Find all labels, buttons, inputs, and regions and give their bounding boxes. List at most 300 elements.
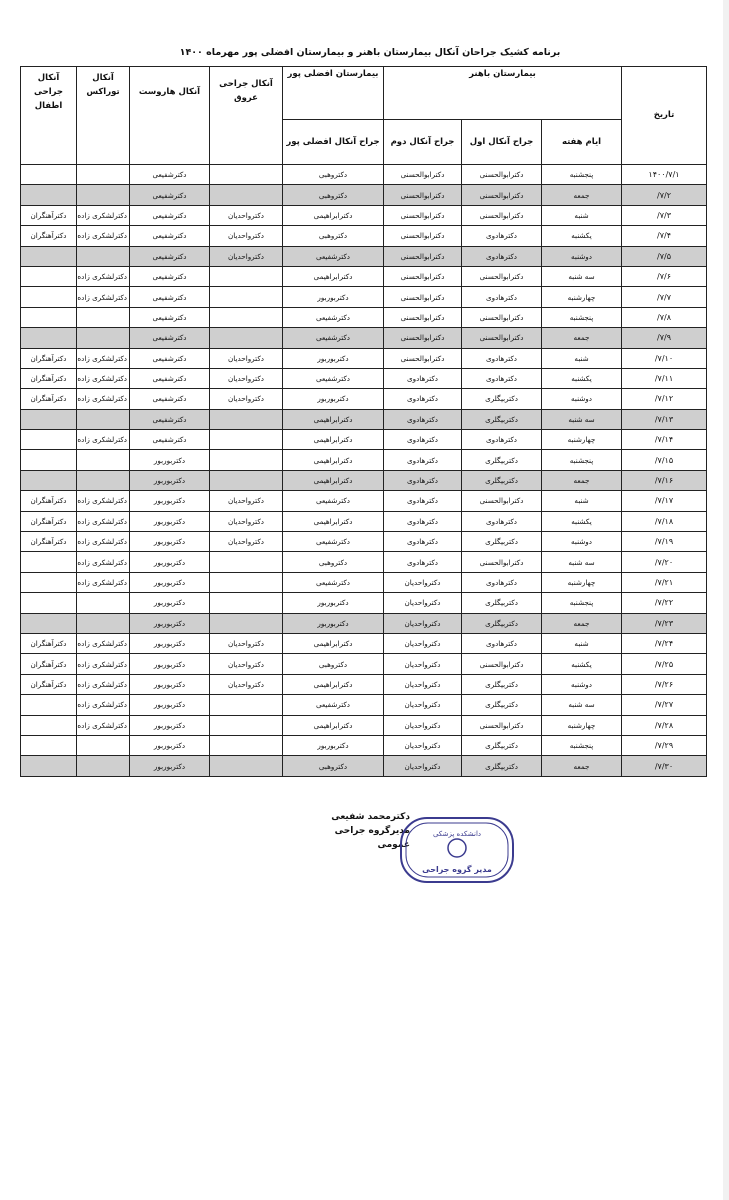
cell-second: دکترابوالحسنی	[384, 307, 462, 327]
cell-pediatric: دکترآهنگران	[21, 511, 77, 531]
cell-first: دکترابوالحسنی	[462, 307, 542, 327]
cell-afzali: دکتربوربور	[283, 613, 384, 633]
cell-afzali: دکترابراهیمی	[283, 430, 384, 450]
cell-pediatric	[21, 593, 77, 613]
cell-vascular	[210, 715, 283, 735]
table-row	[21, 287, 707, 307]
table-row	[21, 695, 707, 715]
cell-harvest: دکتربوربور	[130, 674, 210, 694]
cell-day: چهارشنبه	[542, 287, 622, 307]
cell-vascular	[210, 470, 283, 490]
cell-harvest: دکترشفیعی	[130, 409, 210, 429]
cell-day: جمعه	[542, 756, 622, 776]
cell-afzali: دکترابراهیمی	[283, 470, 384, 490]
cell-second: دکترابوالحسنی	[384, 266, 462, 286]
cell-day: یکشنبه	[542, 654, 622, 674]
cell-vascular: دکترواحدیان	[210, 205, 283, 225]
cell-pediatric	[21, 715, 77, 735]
cell-date: /۷/۲	[622, 185, 707, 205]
cell-harvest: دکتربوربور	[130, 470, 210, 490]
cell-first: دکتربیگلری	[462, 470, 542, 490]
cell-day: شنبه	[542, 633, 622, 653]
cell-thorax: دکترلشکری زاده	[77, 491, 130, 511]
cell-day: شنبه	[542, 205, 622, 225]
cell-thorax: دکترلشکری زاده	[77, 511, 130, 531]
cell-pediatric: دکترآهنگران	[21, 368, 77, 388]
cell-date: /۷/۲۴	[622, 633, 707, 653]
cell-thorax: دکترلشکری زاده	[77, 674, 130, 694]
cell-harvest: دکترشفیعی	[130, 368, 210, 388]
cell-first: دکترابوالحسنی	[462, 715, 542, 735]
cell-thorax	[77, 246, 130, 266]
cell-day: دوشنبه	[542, 389, 622, 409]
cell-thorax: دکترلشکری زاده	[77, 368, 130, 388]
cell-day: جمعه	[542, 185, 622, 205]
cell-pediatric	[21, 735, 77, 755]
cell-afzali: دکترابراهیمی	[283, 715, 384, 735]
cell-day: سه شنبه	[542, 552, 622, 572]
header-date: تاریخ	[622, 67, 707, 165]
header-second-oncall: جراح آنکال دوم	[384, 120, 462, 165]
cell-vascular	[210, 287, 283, 307]
cell-harvest: دکتربوربور	[130, 552, 210, 572]
cell-afzali: دکترشفیعی	[283, 307, 384, 327]
cell-harvest: دکترشفیعی	[130, 266, 210, 286]
cell-vascular	[210, 409, 283, 429]
cell-harvest: دکتربوربور	[130, 491, 210, 511]
cell-date: /۷/۱۹	[622, 532, 707, 552]
cell-first: دکتربیگلری	[462, 593, 542, 613]
cell-day: دوشنبه	[542, 674, 622, 694]
cell-vascular	[210, 328, 283, 348]
cell-pediatric	[21, 572, 77, 592]
cell-afzali: دکتروهبی	[283, 165, 384, 185]
cell-afzali: دکترابراهیمی	[283, 450, 384, 470]
cell-vascular	[210, 266, 283, 286]
cell-pediatric: دکترآهنگران	[21, 532, 77, 552]
cell-thorax: دکترلشکری زاده	[77, 226, 130, 246]
cell-harvest: دکتربوربور	[130, 633, 210, 653]
cell-pediatric	[21, 470, 77, 490]
cell-day: پنجشنبه	[542, 593, 622, 613]
table-row	[21, 226, 707, 246]
table-row	[21, 450, 707, 470]
table-row	[21, 511, 707, 531]
cell-date: /۷/۲۸	[622, 715, 707, 735]
stamp-emblem-icon	[448, 839, 466, 857]
cell-afzali: دکترابراهیمی	[283, 205, 384, 225]
cell-second: دکترواحدیان	[384, 674, 462, 694]
header-thorax-label: آنکال توراکس	[86, 73, 120, 97]
header-vascular-label: آنکال جراحی عروق	[219, 79, 273, 103]
cell-date: /۷/۱۵	[622, 450, 707, 470]
cell-afzali: دکترشفیعی	[283, 695, 384, 715]
cell-date: /۷/۳۰	[622, 756, 707, 776]
table-row	[21, 348, 707, 368]
cell-pediatric	[21, 552, 77, 572]
cell-afzali: دکتربوربور	[283, 287, 384, 307]
cell-pediatric	[21, 695, 77, 715]
cell-pediatric	[21, 756, 77, 776]
header-pediatric-label: آنکال جراحی اطفال	[33, 73, 64, 111]
cell-vascular: دکترواحدیان	[210, 246, 283, 266]
table-row	[21, 266, 707, 286]
cell-afzali: دکترشفیعی	[283, 246, 384, 266]
signature-role: مدیرگروه جراحی عمومی	[334, 826, 410, 850]
page-edge	[723, 0, 729, 1200]
cell-first: دکترهادوی	[462, 287, 542, 307]
cell-thorax: دکترلشکری زاده	[77, 552, 130, 572]
cell-day: یکشنبه	[542, 368, 622, 388]
cell-date: /۷/۴	[622, 226, 707, 246]
signature-block	[300, 810, 410, 852]
cell-first: دکتربیگلری	[462, 389, 542, 409]
stamp-top-text: دانشکده پزشکی	[432, 830, 482, 838]
cell-afzali: دکترابراهیمی	[283, 674, 384, 694]
cell-vascular	[210, 593, 283, 613]
cell-second: دکترابوالحسنی	[384, 328, 462, 348]
table-row	[21, 205, 707, 225]
cell-vascular: دکترواحدیان	[210, 389, 283, 409]
cell-day: جمعه	[542, 613, 622, 633]
cell-vascular: دکترواحدیان	[210, 491, 283, 511]
cell-vascular: دکترواحدیان	[210, 532, 283, 552]
cell-vascular	[210, 450, 283, 470]
cell-afzali: دکتربوربور	[283, 348, 384, 368]
cell-day: یکشنبه	[542, 226, 622, 246]
table-row	[21, 756, 707, 776]
cell-thorax	[77, 756, 130, 776]
cell-date: /۷/۲۳	[622, 613, 707, 633]
cell-first: دکتربیگلری	[462, 532, 542, 552]
cell-second: دکترابوالحسنی	[384, 287, 462, 307]
cell-vascular	[210, 307, 283, 327]
cell-vascular	[210, 756, 283, 776]
cell-first: دکترهادوی	[462, 226, 542, 246]
cell-thorax: دکترلشکری زاده	[77, 532, 130, 552]
cell-pediatric	[21, 307, 77, 327]
cell-pediatric: دکترآهنگران	[21, 226, 77, 246]
cell-vascular: دکترواحدیان	[210, 226, 283, 246]
stamp-bottom-text: مدیر گروه جراحی	[422, 865, 492, 874]
cell-thorax	[77, 185, 130, 205]
table-row	[21, 307, 707, 327]
cell-first: دکترابوالحسنی	[462, 328, 542, 348]
cell-day: پنجشنبه	[542, 450, 622, 470]
cell-first: دکتربیگلری	[462, 674, 542, 694]
cell-thorax	[77, 328, 130, 348]
cell-pediatric	[21, 450, 77, 470]
cell-first: دکترهادوی	[462, 511, 542, 531]
cell-day: پنجشنبه	[542, 165, 622, 185]
cell-date: /۷/۱۷	[622, 491, 707, 511]
cell-thorax: دکترلشکری زاده	[77, 572, 130, 592]
table-row	[21, 165, 707, 185]
cell-pediatric: دکترآهنگران	[21, 491, 77, 511]
cell-day: چهارشنبه	[542, 715, 622, 735]
table-row	[21, 470, 707, 490]
cell-thorax: دکترلشکری زاده	[77, 695, 130, 715]
table-row	[21, 389, 707, 409]
cell-thorax: دکترلشکری زاده	[77, 266, 130, 286]
cell-day: پنجشنبه	[542, 735, 622, 755]
cell-date: /۷/۱۱	[622, 368, 707, 388]
cell-second: دکترهادوی	[384, 552, 462, 572]
table-row	[21, 328, 707, 348]
cell-date: /۷/۳	[622, 205, 707, 225]
cell-thorax	[77, 613, 130, 633]
cell-second: دکترهادوی	[384, 511, 462, 531]
cell-first: دکترهادوی	[462, 633, 542, 653]
cell-day: سه شنبه	[542, 695, 622, 715]
cell-thorax: دکترلشکری زاده	[77, 348, 130, 368]
cell-second: دکترابوالحسنی	[384, 246, 462, 266]
cell-second: دکترواحدیان	[384, 715, 462, 735]
cell-first: دکترابوالحسنی	[462, 205, 542, 225]
cell-vascular	[210, 552, 283, 572]
signature-name: دکترمحمد شفیعی	[331, 812, 410, 822]
cell-afzali: دکترشفیعی	[283, 368, 384, 388]
cell-thorax: دکترلشکری زاده	[77, 715, 130, 735]
cell-vascular	[210, 430, 283, 450]
table-row	[21, 246, 707, 266]
cell-harvest: دکترشفیعی	[130, 165, 210, 185]
cell-harvest: دکتربوربور	[130, 735, 210, 755]
cell-date: /۷/۲۲	[622, 593, 707, 613]
cell-thorax: دکترلشکری زاده	[77, 389, 130, 409]
cell-afzali: دکترابراهیمی	[283, 511, 384, 531]
cell-pediatric	[21, 266, 77, 286]
cell-harvest: دکتربوربور	[130, 572, 210, 592]
cell-pediatric	[21, 409, 77, 429]
cell-second: دکترواحدیان	[384, 613, 462, 633]
table-row	[21, 613, 707, 633]
table-row	[21, 430, 707, 450]
cell-first: دکتربیگلری	[462, 450, 542, 470]
cell-afzali: دکترابراهیمی	[283, 409, 384, 429]
cell-pediatric: دکترآهنگران	[21, 205, 77, 225]
cell-thorax	[77, 735, 130, 755]
cell-pediatric: دکترآهنگران	[21, 633, 77, 653]
cell-first: دکتربیگلری	[462, 756, 542, 776]
table-row	[21, 735, 707, 755]
cell-vascular	[210, 695, 283, 715]
cell-vascular: دکترواحدیان	[210, 654, 283, 674]
cell-harvest: دکترشفیعی	[130, 348, 210, 368]
cell-vascular	[210, 613, 283, 633]
cell-pediatric	[21, 613, 77, 633]
table-row	[21, 409, 707, 429]
cell-harvest: دکترشفیعی	[130, 328, 210, 348]
cell-harvest: دکتربوربور	[130, 613, 210, 633]
cell-first: دکترهادوی	[462, 368, 542, 388]
cell-date: /۷/۶	[622, 266, 707, 286]
cell-harvest: دکترشفیعی	[130, 246, 210, 266]
cell-second: دکترواحدیان	[384, 735, 462, 755]
cell-second: دکترهادوی	[384, 491, 462, 511]
page-title: برنامه کشیک جراحان آنکال بیمارستان باهنر و بیمارستان افضلی پور مهرماه ۱۴۰۰	[179, 47, 561, 58]
cell-vascular	[210, 185, 283, 205]
cell-harvest: دکترشفیعی	[130, 430, 210, 450]
cell-second: دکترهادوی	[384, 368, 462, 388]
cell-vascular: دکترواحدیان	[210, 633, 283, 653]
cell-pediatric	[21, 287, 77, 307]
cell-vascular: دکترواحدیان	[210, 674, 283, 694]
cell-vascular	[210, 572, 283, 592]
cell-afzali: دکترشفیعی	[283, 572, 384, 592]
table-row	[21, 552, 707, 572]
cell-pediatric	[21, 246, 77, 266]
cell-first: دکترابوالحسنی	[462, 491, 542, 511]
cell-afzali: دکتروهبی	[283, 654, 384, 674]
cell-afzali: دکترشفیعی	[283, 328, 384, 348]
cell-first: دکترهادوی	[462, 246, 542, 266]
cell-harvest: دکتربوربور	[130, 756, 210, 776]
header-harvest	[130, 67, 210, 165]
cell-vascular	[210, 735, 283, 755]
cell-harvest: دکترشفیعی	[130, 287, 210, 307]
cell-afzali: دکتروهبی	[283, 185, 384, 205]
table-row	[21, 593, 707, 613]
cell-pediatric: دکترآهنگران	[21, 389, 77, 409]
cell-second: دکترهادوی	[384, 430, 462, 450]
cell-first: دکترهادوی	[462, 430, 542, 450]
cell-thorax	[77, 409, 130, 429]
cell-second: دکترهادوی	[384, 470, 462, 490]
cell-date: /۷/۲۶	[622, 674, 707, 694]
cell-second: دکترواحدیان	[384, 633, 462, 653]
cell-date: /۷/۱۰	[622, 348, 707, 368]
cell-thorax	[77, 593, 130, 613]
cell-date: /۷/۱۶	[622, 470, 707, 490]
table-row	[21, 572, 707, 592]
cell-day: چهارشنبه	[542, 572, 622, 592]
cell-pediatric	[21, 328, 77, 348]
cell-second: دکترابوالحسنی	[384, 348, 462, 368]
cell-thorax	[77, 470, 130, 490]
cell-pediatric	[21, 165, 77, 185]
cell-date: /۷/۹	[622, 328, 707, 348]
cell-afzali: دکتروهبی	[283, 226, 384, 246]
cell-pediatric	[21, 430, 77, 450]
table-row	[21, 532, 707, 552]
cell-harvest: دکتربوربور	[130, 450, 210, 470]
cell-day: چهارشنبه	[542, 430, 622, 450]
cell-afzali: دکتروهبی	[283, 552, 384, 572]
cell-pediatric: دکترآهنگران	[21, 348, 77, 368]
cell-first: دکتربیگلری	[462, 409, 542, 429]
cell-thorax	[77, 165, 130, 185]
table-row	[21, 633, 707, 653]
cell-date: /۷/۲۱	[622, 572, 707, 592]
cell-thorax: دکترلشکری زاده	[77, 430, 130, 450]
table-row	[21, 185, 707, 205]
cell-second: دکترواحدیان	[384, 654, 462, 674]
table-row	[21, 491, 707, 511]
table-row	[21, 715, 707, 735]
header-harvest-label: آنکال هاروست	[138, 87, 201, 97]
cell-date: /۷/۸	[622, 307, 707, 327]
cell-first: دکترهادوی	[462, 572, 542, 592]
cell-date: /۷/۱۲	[622, 389, 707, 409]
department-stamp	[397, 814, 517, 886]
table-row	[21, 368, 707, 388]
cell-first: دکتربیگلری	[462, 695, 542, 715]
cell-afzali: دکترشفیعی	[283, 491, 384, 511]
cell-day: جمعه	[542, 328, 622, 348]
header-afzali-oncall: جراح آنکال افضلی پور	[283, 120, 384, 165]
cell-second: دکترهادوی	[384, 450, 462, 470]
cell-thorax: دکترلشکری زاده	[77, 205, 130, 225]
header-thorax	[77, 67, 130, 165]
cell-second: دکترابوالحسنی	[384, 185, 462, 205]
cell-first: دکتربیگلری	[462, 613, 542, 633]
header-afzali: بیمارستان افضلی پور	[283, 67, 384, 120]
cell-afzali: دکتربوربور	[283, 593, 384, 613]
cell-harvest: دکتربوربور	[130, 532, 210, 552]
cell-first: دکترابوالحسنی	[462, 654, 542, 674]
cell-second: دکترابوالحسنی	[384, 226, 462, 246]
cell-date: /۷/۲۹	[622, 735, 707, 755]
cell-date: /۷/۱۸	[622, 511, 707, 531]
cell-thorax: دکترلشکری زاده	[77, 633, 130, 653]
cell-pediatric: دکترآهنگران	[21, 674, 77, 694]
cell-thorax: دکترلشکری زاده	[77, 287, 130, 307]
cell-first: دکترابوالحسنی	[462, 165, 542, 185]
cell-harvest: دکتربوربور	[130, 695, 210, 715]
cell-harvest: دکترشفیعی	[130, 205, 210, 225]
cell-pediatric: دکترآهنگران	[21, 654, 77, 674]
cell-day: یکشنبه	[542, 511, 622, 531]
cell-day: شنبه	[542, 348, 622, 368]
cell-vascular: دکترواحدیان	[210, 511, 283, 531]
cell-first: دکتربیگلری	[462, 735, 542, 755]
cell-first: دکترابوالحسنی	[462, 552, 542, 572]
cell-harvest: دکتربوربور	[130, 511, 210, 531]
cell-vascular: دکترواحدیان	[210, 368, 283, 388]
cell-second: دکترابوالحسنی	[384, 205, 462, 225]
header-weekday: ایام هفته	[542, 120, 622, 165]
cell-pediatric	[21, 185, 77, 205]
cell-afzali: دکتربوربور	[283, 735, 384, 755]
cell-day: سه شنبه	[542, 266, 622, 286]
cell-date: /۷/۲۰	[622, 552, 707, 572]
cell-second: دکترابوالحسنی	[384, 165, 462, 185]
schedule-table	[20, 66, 707, 777]
cell-day: پنجشنبه	[542, 307, 622, 327]
cell-date: /۷/۲۷	[622, 695, 707, 715]
cell-date: /۷/۷	[622, 287, 707, 307]
cell-second: دکترواحدیان	[384, 593, 462, 613]
cell-harvest: دکترشفیعی	[130, 226, 210, 246]
schedule-body	[21, 165, 707, 777]
cell-first: دکترابوالحسنی	[462, 266, 542, 286]
cell-second: دکترواحدیان	[384, 756, 462, 776]
cell-vascular	[210, 165, 283, 185]
cell-harvest: دکتربوربور	[130, 593, 210, 613]
header-first-oncall: جراح آنکال اول	[462, 120, 542, 165]
cell-first: دکترابوالحسنی	[462, 185, 542, 205]
header-pediatric	[21, 67, 77, 165]
cell-afzali: دکترابراهیمی	[283, 266, 384, 286]
cell-day: دوشنبه	[542, 246, 622, 266]
cell-harvest: دکترشفیعی	[130, 307, 210, 327]
cell-harvest: دکترشفیعی	[130, 185, 210, 205]
cell-first: دکترهادوی	[462, 348, 542, 368]
cell-afzali: دکتربوربور	[283, 389, 384, 409]
cell-vascular: دکترواحدیان	[210, 348, 283, 368]
table-row	[21, 654, 707, 674]
